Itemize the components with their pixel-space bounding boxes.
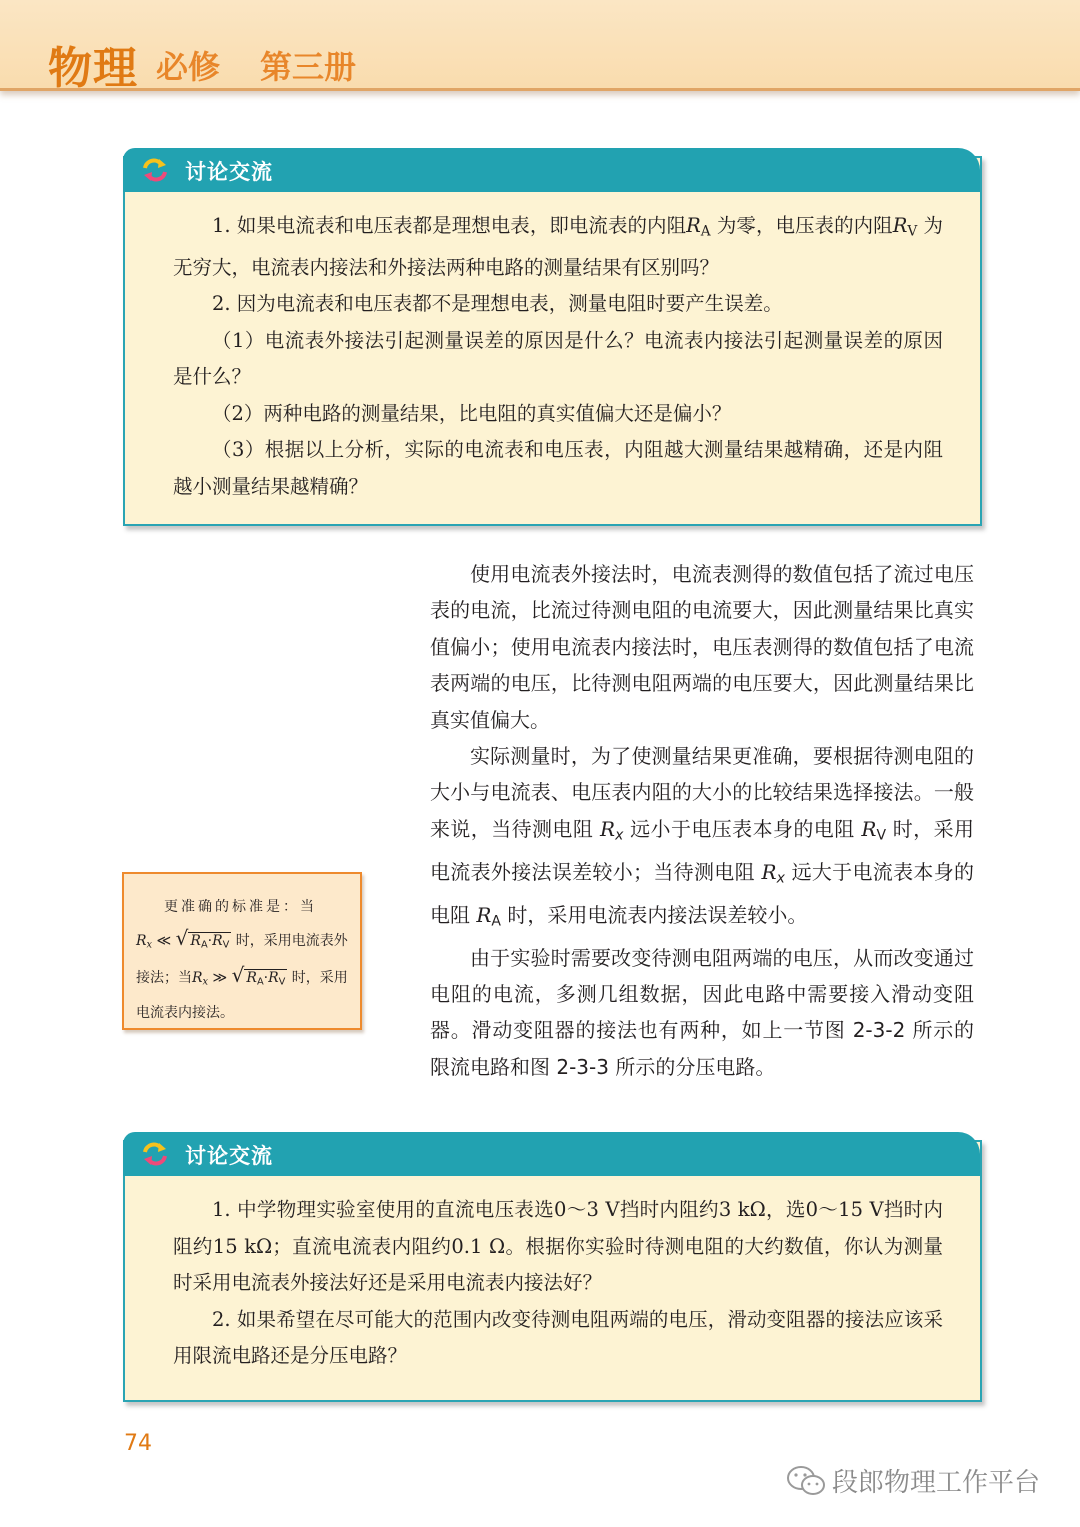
sqrt-expression-1: √ $R_A\cdot R_V$ (175, 926, 230, 951)
watermark (786, 1460, 1056, 1504)
watermark-text: 段郎物理工作平台 (832, 1468, 1041, 1498)
discussion-title-1: 讨论交流 (185, 160, 273, 184)
exchange-arrows-icon (141, 156, 169, 184)
header-module: 必修 (156, 48, 221, 86)
discussion2-question-1: 1. 中学物理实验室使用的直流电压表选0～3 V挡时内阻约3 kΩ，选0～15 V挡时内阻约15 kΩ；直流电流表内阻约0.1 Ω。根据你实验时待测电阻的大约数值，你认为测量时采用电流表外接法好还是采用电流表内接法好？ (173, 1198, 943, 1294)
discussion1-question-2-3: （3）根据以上分析，实际的电流表和电压表，内阻越大测量结果越精确，还是内阻越小测量结果越精确？ (173, 438, 943, 498)
main-paragraph-1: 使用电流表外接法时，电流表测得的数值包括了流过电压表的电流，比流过待测电阻的电流要大，因此测量结果比真实值偏小；使用电流表内接法时，电压表测得的数值包括了电流表两端的电压，比待测电阻两端的电压要大，因此测量结果比真实值偏大。 (430, 562, 974, 732)
side-note (122, 872, 362, 1030)
sqrt-icon: √ (231, 963, 245, 988)
main-paragraph-2: 实际测量时，为了使测量结果更准确，要根据待测电阻的大小与电流表、电压表内阻的大小的比较结果选择接法。一般来说，当待测电阻 $R_x$ 远小于电压表本身的电阻 $R_V$ 时，采用电流表外接法误差较小；当待测电阻 $R_x$ 远大于电流表本身的电阻 $R_A$ 时，采用电流表内接法误差较小。 (430, 744, 975, 930)
chat-bubbles-icon (786, 1464, 826, 1498)
discussion1-question-1: 1. 如果电流表和电压表都是理想电表，即电流表的内阻$R_A$ 为零，电压表的内阻$R_V$ 为无穷大，电流表内接法和外接法两种电路的测量结果有区别吗？ (173, 214, 943, 279)
page-header (0, 0, 1080, 94)
discussion-title-2: 讨论交流 (185, 1144, 273, 1168)
exchange-arrows-icon (141, 1140, 169, 1168)
side-note-text (136, 892, 348, 1029)
discussion-content-2 (173, 1192, 943, 1375)
main-paragraph-3: 由于实验时需要改变待测电阻两端的电压，从而改变通过电阻的电流，多测几组数据，因此电路中需要接入滑动变阻器。滑动变阻器的接法也有两种，如上一节图 2-3-2 所示的限流电路和图 2-3-3 所示的分压电路。 (430, 945, 974, 1079)
discussion1-question-2: 2. 因为电流表和电压表都不是理想电表，测量电阻时要产生误差。 (212, 292, 783, 316)
main-text (430, 556, 974, 1085)
discussion-box-1 (123, 156, 982, 526)
header-volume: 第三册 (260, 48, 357, 86)
discussion-box-2 (123, 1140, 982, 1402)
side-note-intro: 更准确的标准是：当 (164, 899, 317, 915)
side-note-condition-1: $R_x$ ≪ √ $R_A\cdot R_V$ 时，采用电流表外接法；当$R_x$ ≫ √ $R_A\cdot R_V$ 时，采用电流表内接法。 (136, 923, 348, 1029)
discussion2-question-2: 2. 如果希望在尽可能大的范围内改变待测电阻两端的电压，滑动变阻器的接法应该采用限流电路还是分压电路？ (173, 1307, 943, 1367)
sqrt-icon: √ (175, 926, 189, 950)
discussion-tab-2 (123, 1132, 980, 1176)
discussion1-question-2-1: （1）电流表外接法引起测量误差的原因是什么？电流表内接法引起测量误差的原因是什么？ (173, 328, 943, 389)
page-number: 74 (124, 1431, 152, 1456)
discussion-content-1 (173, 208, 943, 505)
header-subject: 物理 (48, 43, 138, 94)
sqrt-expression-2: √ $R_A\cdot R_V$ (231, 963, 286, 988)
discussion1-question-2-2: （2）两种电路的测量结果，比电阻的真实值偏大还是偏小？ (212, 401, 732, 425)
discussion-tab-1 (123, 148, 980, 192)
